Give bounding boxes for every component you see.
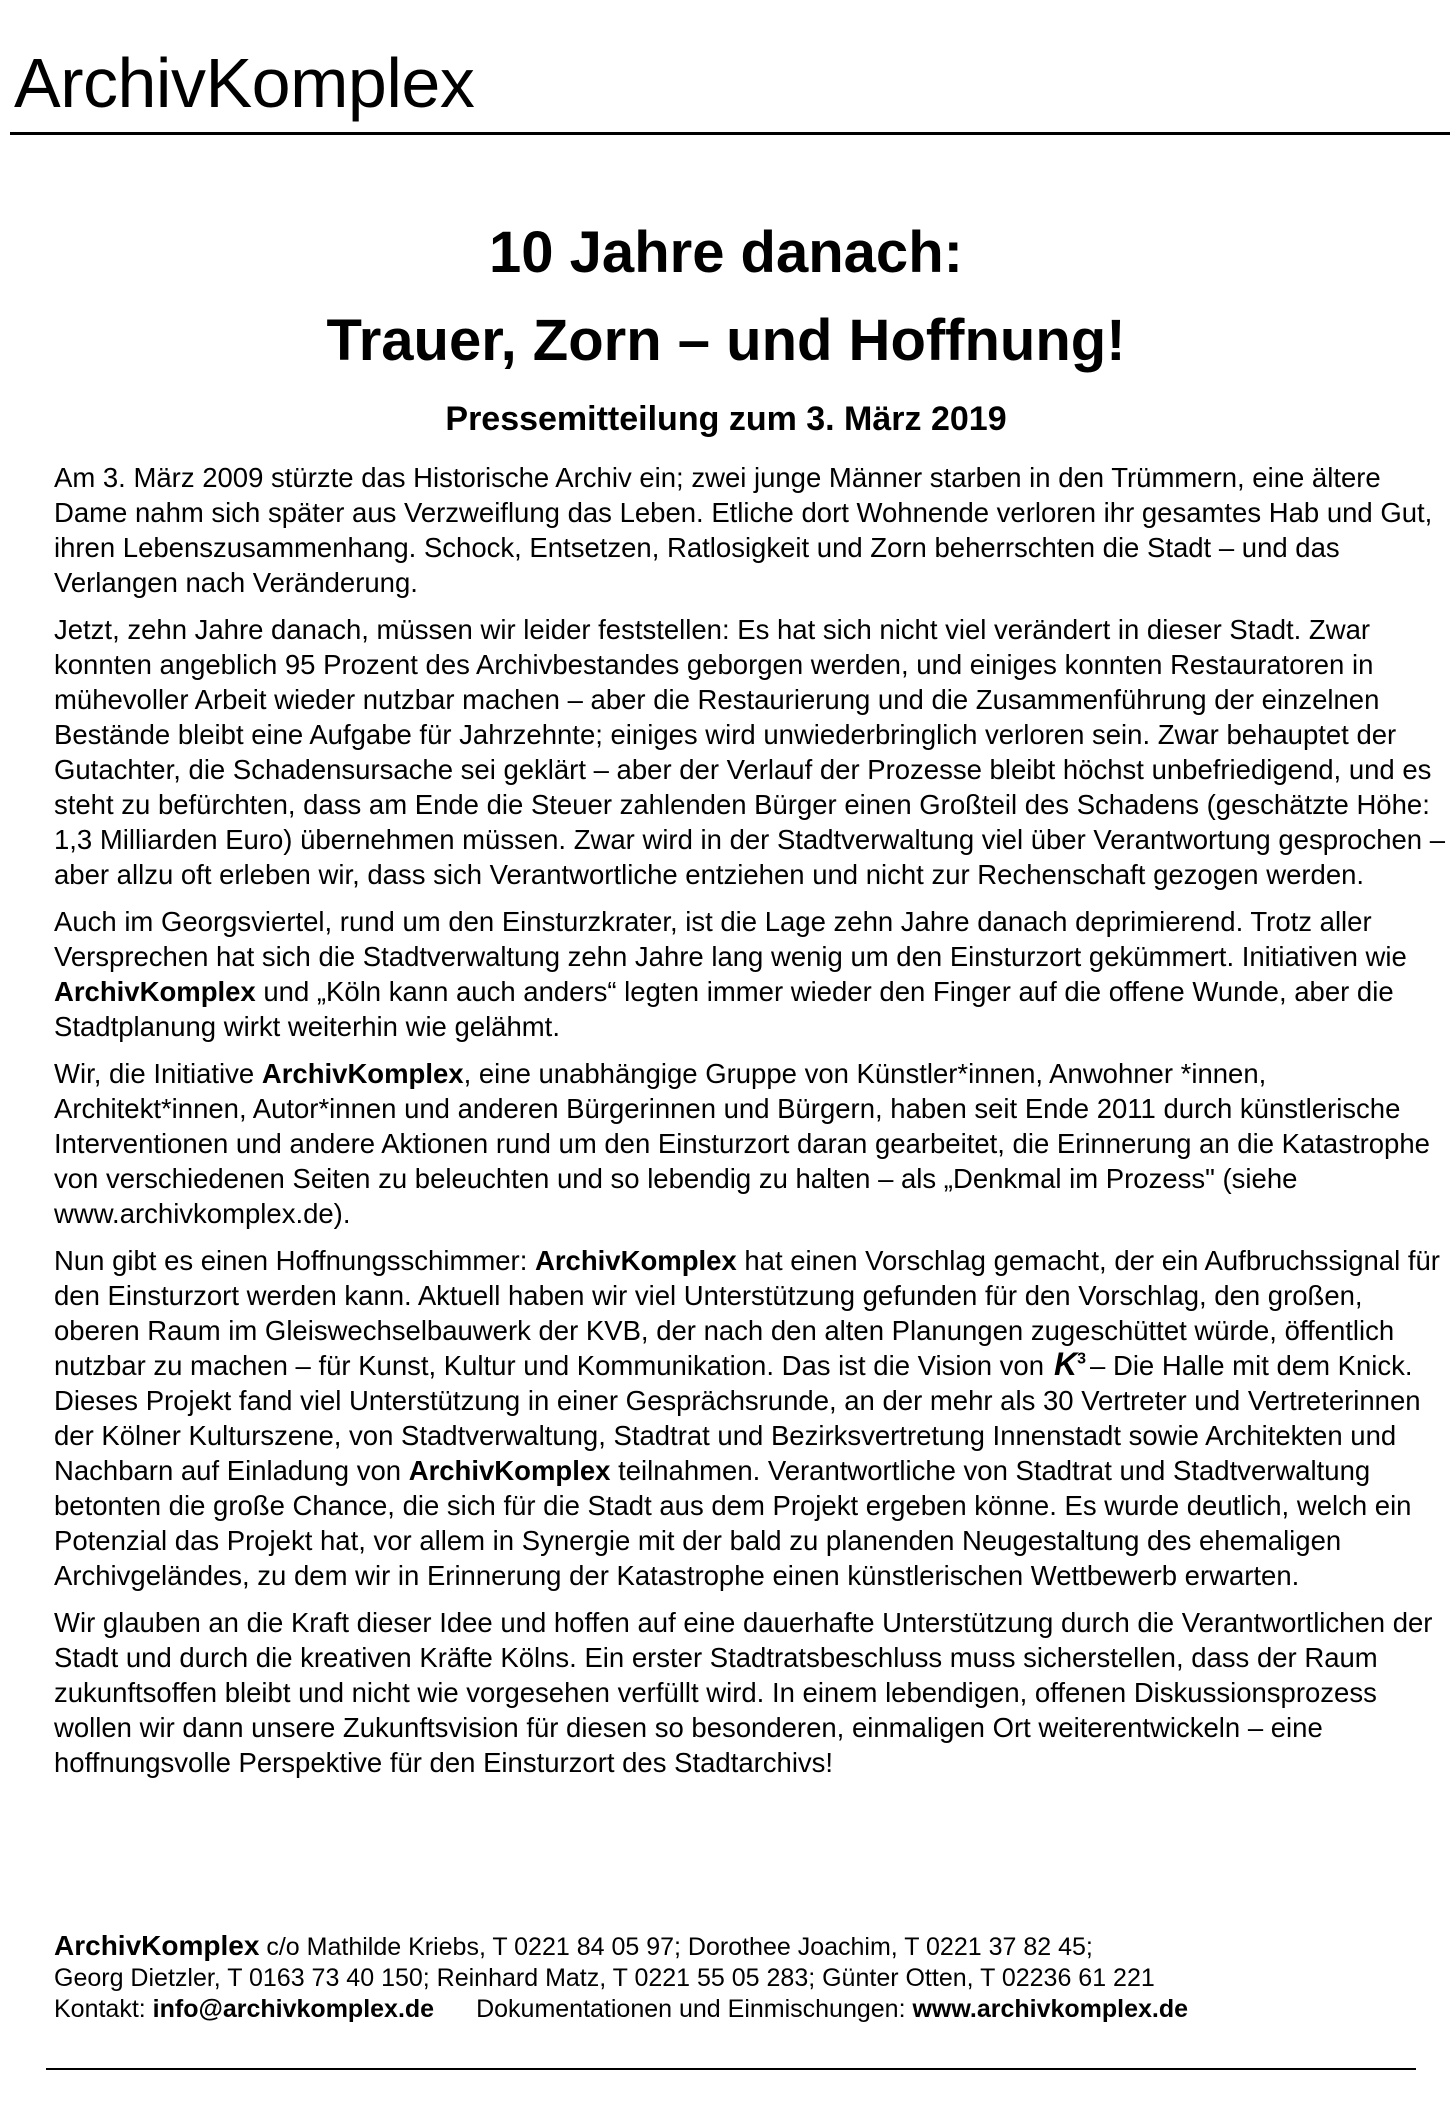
masthead-title: ArchivKomplex (14, 44, 475, 122)
contact-email-link[interactable]: info@archivkomplex.de (152, 1995, 435, 2023)
paragraph-4-text-a: Wir, die Initiative (54, 1058, 262, 1089)
contact-people-1: c/o Mathilde Kriebs, T 0221 84 05 97; Dorothee Joachim, T 0221 37 82 45; (259, 1933, 1093, 1961)
headline-line-2: Trauer, Zorn – und Hoffnung! (326, 308, 1126, 373)
paragraph-5-text-b: hat einen Vorschlag gemacht, der ein Aufbruchssignal für den Einsturzort werden kann. Aktuell haben wir viel Unterstützung gefunden für den Vorschlag, den großen, oberen Raum im Gleiswechselbauwerk der KVB, der nach den alten Planungen zugeschüttet würde, öffentlich nutzbar zu machen – für Kunst, Kultur und Kommunikation. Das ist die Vision von (54, 1245, 1440, 1381)
org-name-bold: ArchivKomplex (408, 1455, 611, 1486)
contact-line-3 (54, 1994, 1434, 2025)
k3-logo-icon: $K^3$ (1054, 1346, 1087, 1382)
paragraph-3-text-a: Auch im Georgsviertel, rund um den Einsturzkrater, ist die Lage zehn Jahre danach deprimierend. Trotz aller Versprechen hat sich die Stadtverwaltung zehn Jahre lang wenig um den Einsturzort gekümmert. Initiativen wie (54, 906, 1407, 972)
contact-org-name: ArchivKomplex (54, 1930, 260, 1961)
paragraph-3 (54, 904, 1452, 1044)
contact-block (54, 1930, 1434, 2025)
paragraph-5-text-a: Nun gibt es einen Hoffnungsschimmer: (54, 1245, 535, 1276)
org-name-bold: ArchivKomplex (261, 1058, 464, 1089)
contact-line-1 (54, 1930, 1434, 1963)
paragraph-6: Wir glauben an die Kraft dieser Idee und hoffen auf eine dauerhafte Unterstützung durch die Verantwortlichen der Stadt und durch die kreativen Kräfte Kölns. Ein erster Stadtratsbeschluss muss sicherstellen, dass der Raum zukunftsoffen bleibt und nicht wie vorgesehen verfüllt wird. In einem lebendigen, offenen Diskussionsprozess wollen wir dann unsere Zukunftsvision für diesen so besonderen, einmaligen Ort weiterentwickeln – eine hoffnungsvolle Perspektive für den Einsturzort des Stadtarchivs! (54, 1607, 1433, 1778)
paragraph-4 (54, 1056, 1452, 1231)
headline-line-1: 10 Jahre danach: (489, 220, 963, 285)
org-name-bold: ArchivKomplex (535, 1245, 737, 1276)
contact-web-label: Dokumentationen und Einmischungen: (476, 1995, 913, 2023)
paragraph-4-text-b: , eine unabhängige Gruppe von Künstler*innen, Anwohner *innen, Architekt*innen, Autor*innen und anderen Bürgerinnen und Bürgern, haben seit Ende 2011 durch künstlerische Interventionen und andere Aktionen rund um den Einsturzort daran gearbeitet, die Erinnerung an die Katastrophe von verschiedenen Seiten zu beleuchten und so lebendig zu halten – als „Denkmal im Prozess" (siehe www.archivkomplex.de). (54, 1058, 1430, 1229)
paragraph-2: Jetzt, zehn Jahre danach, müssen wir leider feststellen: Es hat sich nicht viel verändert in dieser Stadt. Zwar konnten angeblich 95 Prozent des Archivbestandes geborgen werden, und einiges konnten Restauratoren in mühevoller Arbeit wieder nutzbar machen – aber die Restaurierung und die Zusammenführung der einzelnen Bestände bleibt eine Aufgabe für Jahrzehnte; einiges wird unwiederbringlich verloren sein. Zwar behauptet der Gutachter, die Schadensursache sei geklärt – aber der Verlauf der Prozesse bleibt höchst unbefriedigend, und es steht zu befürchten, dass am Ende die Steuer zahlenden Bürger einen Großteil des Schadens (geschätzte Höhe: 1,3 Milliarden Euro) übernehmen müssen. Zwar wird in der Stadtverwaltung viel über Verantwortung gesprochen – aber allzu oft erleben wir, dass sich Verantwortliche entziehen und nicht zur Rechenschaft gezogen werden. (54, 614, 1446, 890)
paragraph-1: Am 3. März 2009 stürzte das Historische Archiv ein; zwei junge Männer starben in den Trümmern, eine ältere Dame nahm sich später aus Verzweiflung das Leben. Etliche dort Wohnende verloren ihr gesamtes Hab und Gut, ihren Lebenszusammenhang. Schock, Entsetzen, Ratlosigkeit und Zorn beherrschten die Stadt – und das Verlangen nach Veränderung. (54, 462, 1433, 598)
paragraph-5 (54, 1243, 1452, 1593)
masthead-divider (10, 132, 1450, 135)
paragraph-5-text-d: teilnahmen. Verantwortliche von Stadtrat und Stadtverwaltung betonten die große Chance, die sich für die Stadt aus dem Projekt ergeben könne. Es wurde deutlich, welch ein Potenzial das Projekt hat, vor allem in Synergie mit der bald zu planenden Neugestaltung des ehemaligen Archivgeländes, zu dem wir in Erinnerung der Katastrophe einen künstlerischen Wettbewerb erwarten. (54, 1455, 1412, 1591)
contact-line-2: Georg Dietzler, T 0163 73 40 150; Reinhard Matz, T 0221 55 05 283; Günter Otten, T 02236 61 221 (54, 1964, 1155, 1992)
body-text (54, 460, 1452, 1792)
contact-email-label: Kontakt: (54, 1995, 153, 2023)
paragraph-5-text-c: – Die Halle mit dem Knick. Dieses Projekt fand viel Unterstützung in einer Gesprächsrunde, an der mehr als 30 Vertreter und Vertreterinnen der Kölner Kulturszene, von Stadtverwaltung, Stadtrat und Bezirksvertretung Innenstadt sowie Architekten und Nachbarn auf Einladung von (54, 1350, 1421, 1486)
contact-web-link[interactable]: www.archivkomplex.de (912, 1995, 1189, 2023)
paragraph-3-text-b: und „Köln kann auch anders“ legten immer wieder den Finger auf die offene Wunde, aber die Stadtplanung wirkt weiterhin wie gelähmt. (54, 976, 1394, 1042)
subtitle: Pressemitteilung zum 3. März 2019 (445, 400, 1007, 438)
org-name-bold: ArchivKomplex (54, 976, 256, 1007)
footer-divider (46, 2068, 1416, 2070)
